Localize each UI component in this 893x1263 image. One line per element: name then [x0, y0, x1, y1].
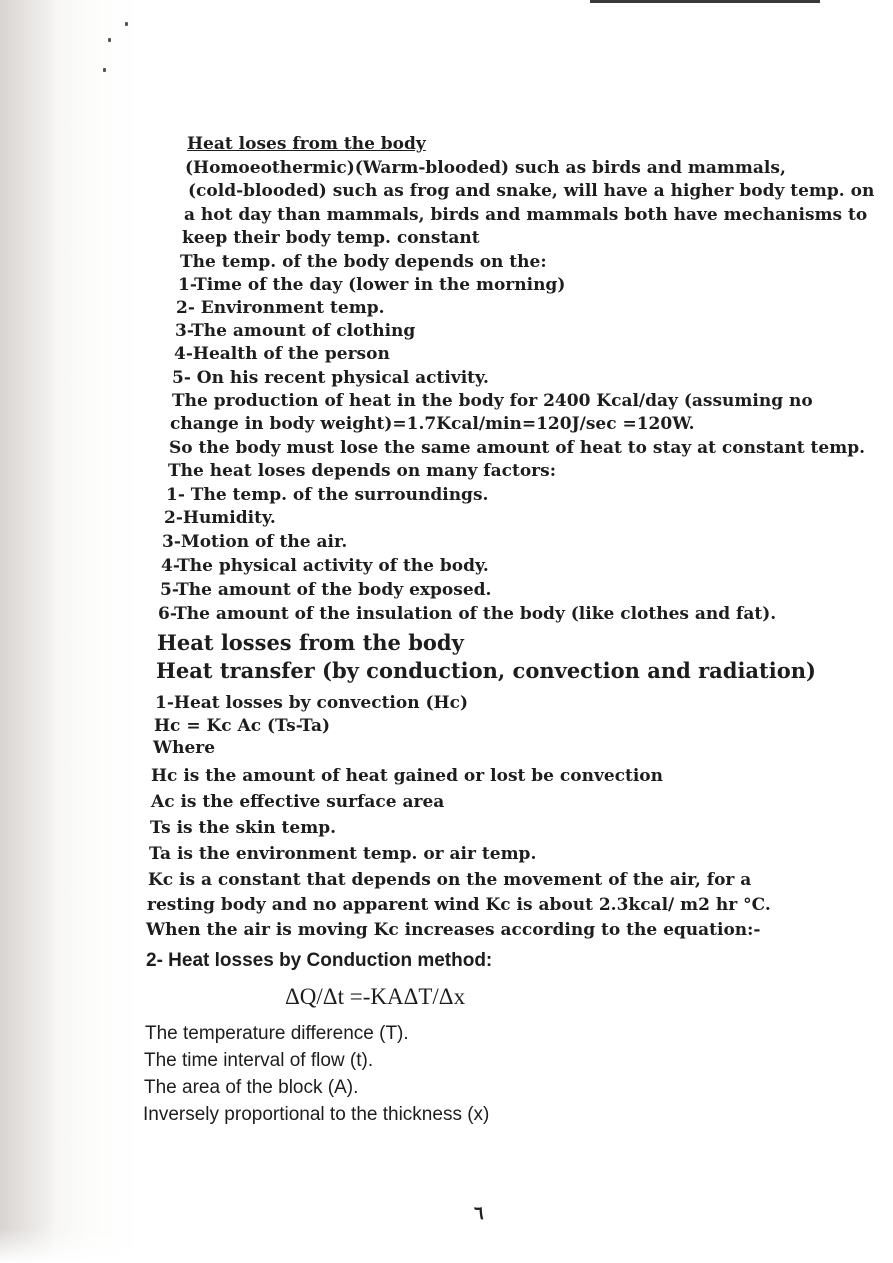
- production-line: The heat loses depends on many factors:: [168, 461, 556, 481]
- factor-item: 4-The physical activity of the body.: [161, 556, 489, 576]
- convection-line: 1-Heat losses by convection (Hc): [155, 693, 468, 713]
- intro-line: keep their body temp. constant: [182, 228, 480, 248]
- list-item: 1-Time of the day (lower in the morning): [178, 275, 566, 295]
- factor-item: 1- The temp. of the surroundings.: [166, 485, 489, 505]
- list-item: 4-Health of the person: [174, 344, 390, 364]
- intro-line: a hot day than mammals, birds and mammals both have mechanisms to: [184, 205, 868, 225]
- production-line: The production of heat in the body for 2400 Kcal/day (assuming no: [172, 391, 813, 411]
- conduction-note: The temperature difference (T).: [145, 1023, 409, 1044]
- convection-formula: Hc = Kc Ac (Ts-Ta): [154, 716, 331, 736]
- document-title: Heat loses from the body: [187, 134, 426, 154]
- definition-line: When the air is moving Kc increases according to the equation:-: [146, 920, 761, 940]
- list-item: 5- On his recent physical activity.: [172, 368, 489, 388]
- definition-line: Ta is the environment temp. or air temp.: [149, 844, 537, 864]
- definition-line: Kc is a constant that depends on the movement of the air, for a: [148, 870, 752, 890]
- definition-line: Ac is the effective surface area: [151, 792, 445, 812]
- conduction-note: The time interval of flow (t).: [144, 1050, 374, 1071]
- factor-item: 5-The amount of the body exposed.: [160, 580, 492, 600]
- conduction-heading: 2- Heat losses by Conduction method:: [146, 950, 493, 971]
- bottom-fade: [0, 1228, 893, 1263]
- conduction-note: Inversely proportional to the thickness (x): [143, 1104, 490, 1125]
- section-heading: Heat losses from the body: [157, 630, 464, 655]
- list-item: 3-The amount of clothing: [175, 321, 416, 341]
- transfer-heading: Heat transfer (by conduction, convection and radiation): [156, 658, 816, 683]
- list-item: 2- Environment temp.: [176, 298, 385, 318]
- definition-line: Ts is the skin temp.: [150, 818, 337, 838]
- definition-line: Hc is the amount of heat gained or lost be convection: [151, 766, 664, 786]
- definition-line: resting body and no apparent wind Kc is about 2.3kcal/ m2 hr °C.: [147, 895, 771, 915]
- conduction-formula: ΔQ/Δt =-KAΔT/Δx: [285, 984, 466, 1009]
- factor-item: 6-The amount of the insulation of the body (like clothes and fat).: [158, 604, 777, 624]
- factor-item: 2-Humidity.: [164, 508, 276, 528]
- production-line: So the body must lose the same amount of heat to stay at constant temp.: [169, 438, 866, 458]
- intro-line: (Homoeothermic)(Warm-blooded) such as birds and mammals,: [185, 158, 786, 178]
- intro-line: (cold-blooded) such as frog and snake, will have a higher body temp. on: [188, 181, 875, 201]
- conduction-note: The area of the block (A).: [144, 1077, 359, 1098]
- depends-heading: The temp. of the body depends on the:: [180, 252, 547, 272]
- factor-item: 3-Motion of the air.: [162, 532, 348, 552]
- page-number: ٦: [474, 1203, 484, 1224]
- convection-line: Where: [153, 738, 216, 758]
- production-line: change in body weight)=1.7Kcal/min=120J/sec =120W.: [170, 414, 695, 434]
